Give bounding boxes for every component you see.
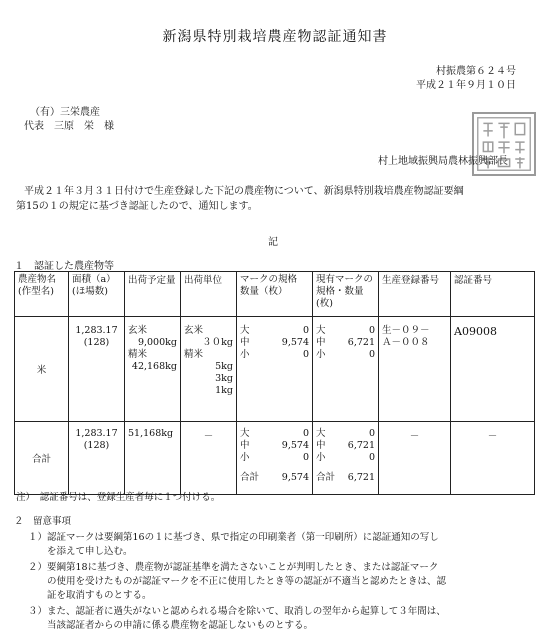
total-unit-cell: － [181, 422, 237, 495]
table-header-row [15, 272, 535, 317]
total-registration-cell: － [379, 422, 451, 495]
header-shipment: 出荷予定量 [125, 272, 181, 317]
document-title: 新潟県特別栽培農産物認証通知書 [162, 29, 388, 45]
header-current-mark: 現有マークの 規格・数量 (枚) [313, 272, 379, 317]
note-1-line-2: を添えて申し込む。 [28, 546, 133, 557]
document-date: 平成２１年９月１０日 [416, 80, 516, 91]
ki-heading: 記 [268, 237, 278, 248]
header-product: 農産物名 (作型名) [15, 272, 69, 317]
section-2-heading: ２ 留意事項 [14, 516, 72, 527]
body-text-line-1: 平成２１年３月３１日付けで生産登録した下記の農産物について、新潟県特別栽培農産物認証要綱 [24, 186, 464, 197]
unit-cell: 玄米 ３０kg 精米 5kg 3kg 1kg [181, 317, 237, 422]
recipient-company: （有）三栄農産 [30, 107, 100, 118]
current-mark-cell: 大 0 中 6,721 小 0 [313, 317, 379, 422]
shipment-cell: 玄米 9,000kg 精米 42,168kg [125, 317, 181, 422]
note-3-line-1: ３）また、認証者に過失がないと認められる場合を除いて、取消しの翌年から起算して３年間は、 [28, 606, 446, 617]
note-2-line-2: の使用を受けたものが認証マークを不正に使用したとき等の認証が不適当と認めたときは、認 [28, 576, 447, 587]
note-2-line-1: ２）要綱第18に基づき、農産物が認証基準を満たさないことが判明したとき、または認証マーク [28, 562, 439, 573]
header-area: 面積（a） (ほ場数) [69, 272, 125, 317]
mark-quantity-cell: 大 0 中 9,574 小 0 [237, 317, 313, 422]
document-number: 村振農第６２４号 [436, 66, 516, 77]
cert-number-cell: A09008 [451, 317, 535, 422]
note-2-line-3: 証を取消すものとする。 [28, 590, 152, 601]
total-shipment-cell: 51,168kg [125, 422, 181, 495]
header-registration-number: 生産登録番号 [379, 272, 451, 317]
certification-table [14, 271, 535, 495]
total-cert-cell: － [451, 422, 535, 495]
total-mark-cell: 大 0 中 9,574 小 0 合計 9,574 [237, 422, 313, 495]
section-1-heading: １ 認証した農産物等 [14, 261, 114, 272]
area-cell: 1,283.17 (128) [69, 317, 125, 422]
header-cert-number: 認証番号 [451, 272, 535, 317]
table-row [15, 317, 535, 422]
table-footnote: 注） 認証番号は、登録生産者毎に１つ付ける。 [16, 492, 221, 503]
table-row-total [15, 422, 535, 495]
body-text-line-2: 第15の１の規定に基づき認証したので、通知します。 [16, 201, 258, 212]
note-3-line-2: 当該認証者からの申請に係る農産物を認証しないものとする。 [28, 620, 314, 631]
total-area-cell: 1,283.17 (128) [69, 422, 125, 495]
header-unit: 出荷単位 [181, 272, 237, 317]
issuer-name: 村上地域振興局農林振興部長 [378, 156, 508, 167]
product-name: 米 [15, 317, 69, 422]
registration-number-cell: 生－０９－ Ａ－００８ [379, 317, 451, 422]
header-mark: マークの規格 数量（枚） [237, 272, 313, 317]
total-label: 合計 [15, 422, 69, 495]
recipient-representative: 代表 三原 栄 様 [24, 121, 114, 132]
total-current-mark-cell: 大 0 中 6,721 小 0 合計 6,721 [313, 422, 379, 495]
note-1-line-1: １）認証マークは要綱第16の１に基づき、県で指定の印刷業者（第一印刷所）に認証通知の写し [28, 532, 439, 543]
